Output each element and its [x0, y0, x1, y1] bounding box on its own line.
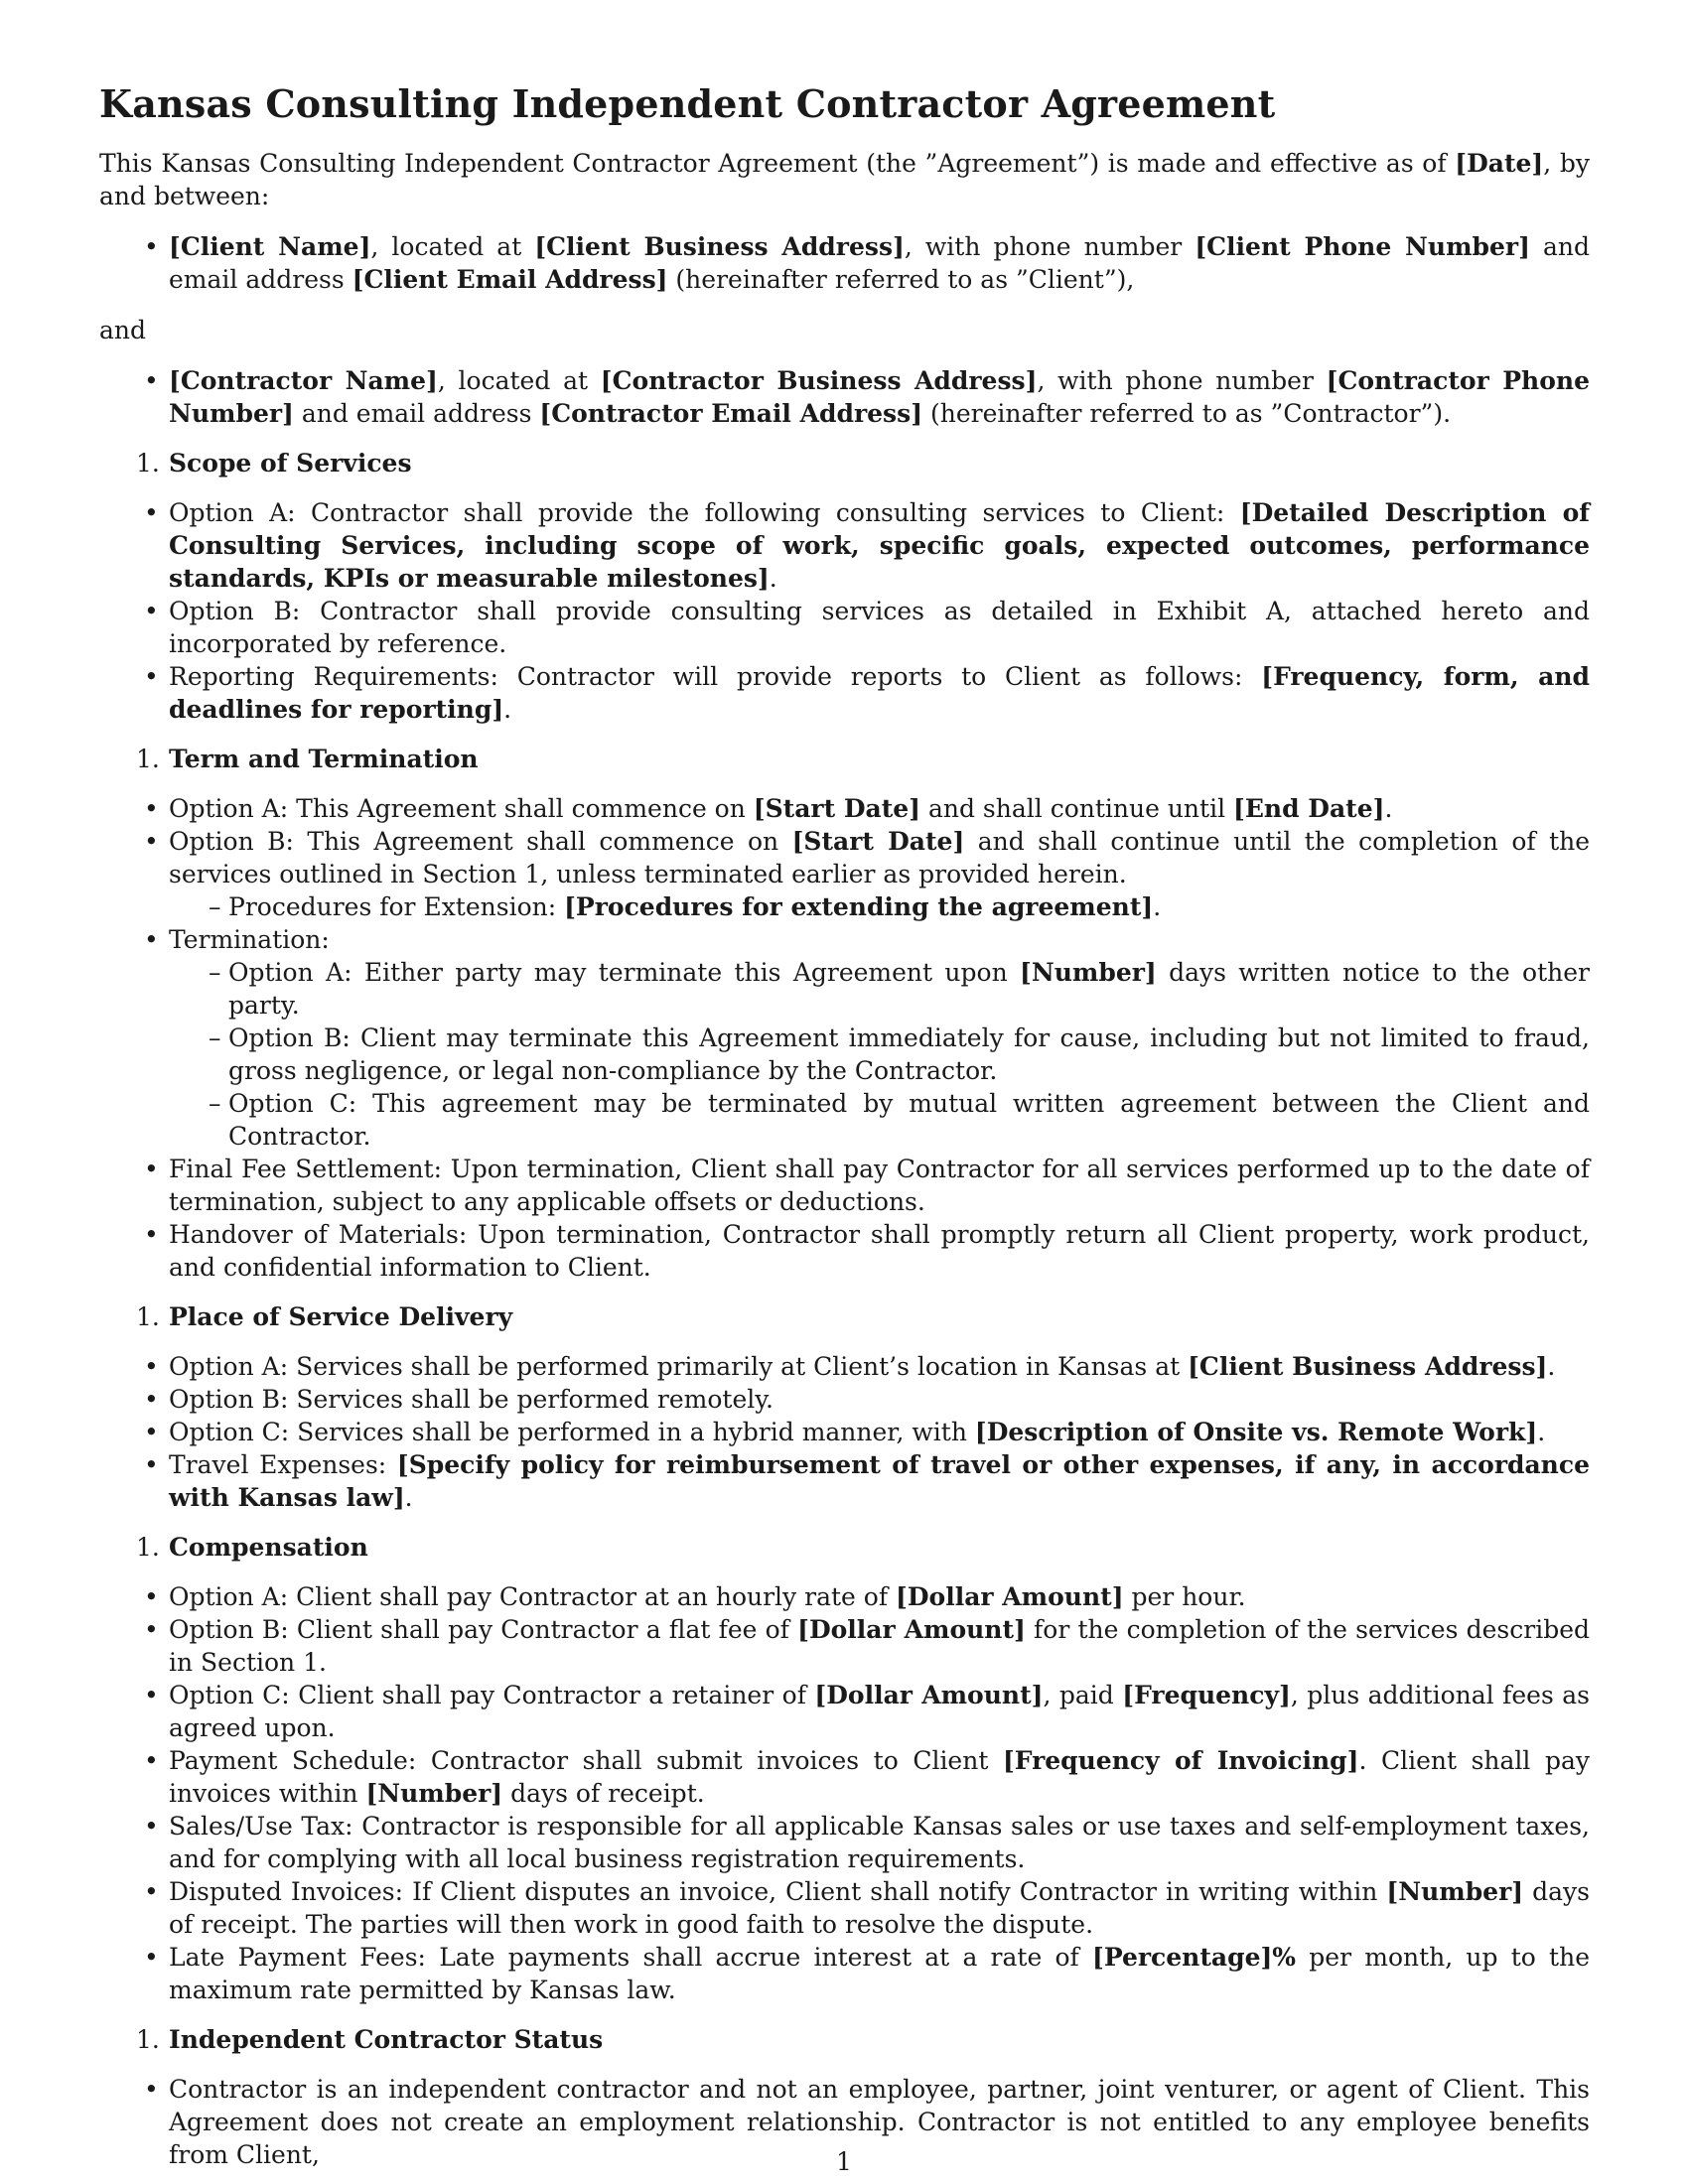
party-text: , with phone number: [1037, 366, 1327, 395]
section-number: 1.: [136, 745, 160, 773]
sub-clause-item: [169, 890, 1590, 923]
clause-item: [99, 1744, 1590, 1810]
clause-item: [99, 1153, 1590, 1218]
placeholder-field: [Number]: [1386, 1877, 1524, 1906]
clause-item: [99, 660, 1590, 726]
clause-item: [99, 1218, 1590, 1284]
placeholder-field: [Start Date]: [791, 827, 965, 856]
and-conjunction: and: [99, 316, 147, 344]
clause-text: Option B: Contractor shall provide consulting services as detailed in Exhibit A, attached hereto and incorporated by reference.: [169, 597, 1590, 658]
party-text: and email address: [169, 232, 1591, 294]
clause-text: Option C: This agreement may be terminated by mutual written agreement between the Client and Contractor.: [228, 1089, 1590, 1151]
clause-text: Travel Expenses:: [169, 1450, 397, 1479]
placeholder-field: [Dollar Amount]: [797, 1615, 1026, 1644]
sub-clause-item: [169, 1022, 1590, 1087]
placeholder-field: [Frequency, form, and deadlines for reporting]: [169, 662, 1590, 724]
section-title: Compensation: [169, 1533, 368, 1562]
clause-text: .: [1384, 794, 1393, 823]
clause-text: .: [1547, 1352, 1556, 1381]
section-title: Scope of Services: [169, 449, 412, 478]
contractor-name-placeholder: [Contractor Name]: [169, 366, 438, 395]
clause-text: Option A: Services shall be performed primarily at Client’s location in Kansas at: [169, 1352, 1189, 1381]
clause-list: [99, 496, 1590, 726]
section-number: 1.: [136, 2025, 160, 2054]
party-text: , located at: [370, 232, 535, 261]
clause-list: [99, 1580, 1590, 2006]
clause-text: Option A: Either party may terminate this Agreement upon: [228, 958, 1021, 987]
party-text: (hereinafter referred to as ”Contractor”).: [922, 399, 1452, 428]
sub-clause-list: [169, 890, 1590, 923]
clause-item: [99, 923, 1590, 1153]
intro-paragraph: [99, 147, 1590, 212]
clause-text: .: [1153, 892, 1162, 921]
section-title: Term and Termination: [169, 745, 479, 773]
clause-item: [99, 1613, 1590, 1679]
section-number: 1.: [136, 1302, 160, 1331]
clause-text: Option A: This Agreement shall commence on: [169, 794, 754, 823]
party-text: and email address: [293, 399, 540, 428]
party-text: , located at: [437, 366, 601, 395]
clause-text: Contractor is an independent contractor and not an employee, partner, joint venturer, or agent of Client. This Agreement does not create an employment relationship. Contractor is not entitled to any employee benefits from Client,: [169, 2075, 1590, 2169]
contractor-email-placeholder: [Contractor Email Address]: [539, 399, 923, 428]
contractor-party-item: [99, 364, 1590, 430]
clause-text: .: [503, 695, 512, 724]
clause-item: [99, 496, 1590, 595]
contractor-party-list: [99, 364, 1590, 430]
clause-text: Final Fee Settlement: Upon termination, Client shall pay Contractor for all services performed up to the date of termination, subject to any applicable offsets or deductions.: [169, 1155, 1590, 1216]
clause-text: and shall continue until the completion of the services outlined in Section 1, unless terminated earlier as provided herein.: [169, 827, 1591, 888]
section-title: Place of Service Delivery: [169, 1302, 513, 1331]
placeholder-field: [Frequency]: [1122, 1681, 1291, 1709]
clause-text: Option A: Client shall pay Contractor at an hourly rate of: [169, 1582, 897, 1611]
clause-text: Option C: Client shall pay Contractor a retainer of: [169, 1681, 815, 1709]
clause-text: Termination:: [169, 925, 330, 954]
clause-text: Sales/Use Tax: Contractor is responsible for all applicable Kansas sales or use taxes and self-employment taxes, and for complying with all local business registration requirements.: [169, 1812, 1590, 1873]
clause-text: Option B: Client shall pay Contractor a flat fee of: [169, 1615, 798, 1644]
clause-text: , plus additional fees as agreed upon.: [169, 1681, 1590, 1742]
clause-item: [99, 1941, 1590, 2006]
sections-container: [99, 447, 1590, 2171]
clause-text: , paid: [1043, 1681, 1123, 1709]
contractor-phone-placeholder: [Contractor Phone Number]: [169, 366, 1590, 428]
placeholder-field: [Percentage]%: [1092, 1943, 1297, 1972]
placeholder-field: [Number]: [365, 1779, 503, 1808]
section-number: 1.: [136, 449, 160, 478]
clause-text: for the completion of the services described in Section 1.: [169, 1615, 1590, 1677]
clause-item: [99, 825, 1590, 923]
clause-item: [99, 1350, 1590, 1383]
clause-text: . Client shall pay invoices within: [169, 1746, 1590, 1808]
clause-text: .: [769, 564, 777, 593]
placeholder-field: [Dollar Amount]: [896, 1582, 1124, 1611]
clause-text: Procedures for Extension:: [228, 892, 565, 921]
party-text: , with phone number: [904, 232, 1196, 261]
clause-item: [99, 595, 1590, 660]
clause-item: [99, 1416, 1590, 1448]
clause-text: Option B: This Agreement shall commence on: [169, 827, 792, 856]
client-party-list: [99, 230, 1590, 296]
placeholder-field: [Procedures for extending the agreement]: [564, 892, 1154, 921]
sub-clause-item: [169, 956, 1590, 1022]
clause-text: Late Payment Fees: Late payments shall accrue interest at a rate of: [169, 1943, 1092, 1972]
clause-item: [99, 1383, 1590, 1416]
document-title: Kansas Consulting Independent Contractor Agreement: [99, 81, 1276, 126]
client-email-placeholder: [Client Email Address]: [352, 265, 668, 294]
section-heading: [99, 743, 1590, 775]
page-number: 1: [836, 2147, 852, 2176]
clause-text: Option A: Contractor shall provide the following consulting services to Client:: [169, 498, 1240, 527]
clause-list: [99, 1350, 1590, 1514]
intro-text: This Kansas Consulting Independent Contractor Agreement (the ”Agreement”) is made and effective as of: [99, 149, 1456, 178]
placeholder-field: [Frequency of Invoicing]: [1002, 1746, 1359, 1775]
section-number: 1.: [136, 1533, 160, 1562]
placeholder-field: [Dollar Amount]: [814, 1681, 1044, 1709]
clause-text: Option C: Services shall be performed in a hybrid manner, with: [169, 1418, 975, 1446]
clause-text: days of receipt. The parties will then work in good faith to resolve the dispute.: [169, 1877, 1591, 1939]
section-heading: [99, 447, 1590, 479]
contractor-address-placeholder: [Contractor Business Address]: [600, 366, 1038, 395]
client-address-placeholder: [Client Business Address]: [534, 232, 905, 261]
clause-text: Disputed Invoices: If Client disputes an invoice, Client shall notify Contractor in writing within: [169, 1877, 1387, 1906]
client-party-item: [99, 230, 1590, 296]
sub-clause-list: [169, 956, 1590, 1153]
clause-text: .: [404, 1483, 413, 1512]
clause-text: Reporting Requirements: Contractor will provide reports to Client as follows:: [169, 662, 1262, 691]
clause-text: per month, up to the maximum rate permitted by Kansas law.: [169, 1943, 1590, 2004]
clause-item: [99, 792, 1590, 825]
section-heading: [99, 1531, 1590, 1564]
section-title: Independent Contractor Status: [169, 2025, 604, 2054]
clause-text: Payment Schedule: Contractor shall submit invoices to Client: [169, 1746, 1003, 1775]
clause-item: [99, 1580, 1590, 1613]
clause-item: [99, 1875, 1590, 1941]
placeholder-field: [Description of Onsite vs. Remote Work]: [974, 1418, 1538, 1446]
clause-list: [99, 792, 1590, 1284]
clause-text: days of receipt.: [502, 1779, 705, 1808]
sub-clause-item: [169, 1087, 1590, 1153]
placeholder-field: [Specify policy for reimbursement of travel or other expenses, if any, in accordance with Kansas law]: [169, 1450, 1590, 1512]
placeholder-field: [Client Business Address]: [1188, 1352, 1548, 1381]
client-phone-placeholder: [Client Phone Number]: [1195, 232, 1530, 261]
clause-item: [99, 1448, 1590, 1514]
clause-text: .: [1537, 1418, 1546, 1446]
clause-text: and shall continue until: [920, 794, 1234, 823]
section-heading: [99, 1300, 1590, 1333]
placeholder-field: [Start Date]: [753, 794, 921, 823]
clause-item: [99, 1679, 1590, 1744]
clause-text: days written notice to the other party.: [228, 958, 1590, 1020]
clause-text: Handover of Materials: Upon termination, Contractor shall promptly return all Client property, work product, and confidential information to Client.: [169, 1220, 1590, 1282]
intro-text-end: , by and between:: [99, 149, 1590, 210]
placeholder-field: [End Date]: [1233, 794, 1385, 823]
clause-item: [99, 1810, 1590, 1875]
document-body: [99, 81, 1590, 2171]
section-heading: [99, 2023, 1590, 2056]
clause-text: per hour.: [1123, 1582, 1246, 1611]
placeholder-field: [Number]: [1020, 958, 1157, 987]
clause-text: Option B: Client may terminate this Agreement immediately for cause, including but not limited to fraud, gross negligence, or legal non-compliance by the Contractor.: [228, 1024, 1590, 1085]
clause-text: Option B: Services shall be performed remotely.: [169, 1385, 774, 1414]
effective-date-placeholder: [Date]: [1455, 149, 1544, 178]
party-text: (hereinafter referred to as ”Client”),: [667, 265, 1135, 294]
client-name-placeholder: [Client Name]: [169, 232, 371, 261]
placeholder-field: [Detailed Description of Consulting Services, including scope of work, specific goals, expected outcomes, performance standards, KPIs or measurable milestones]: [169, 498, 1590, 593]
